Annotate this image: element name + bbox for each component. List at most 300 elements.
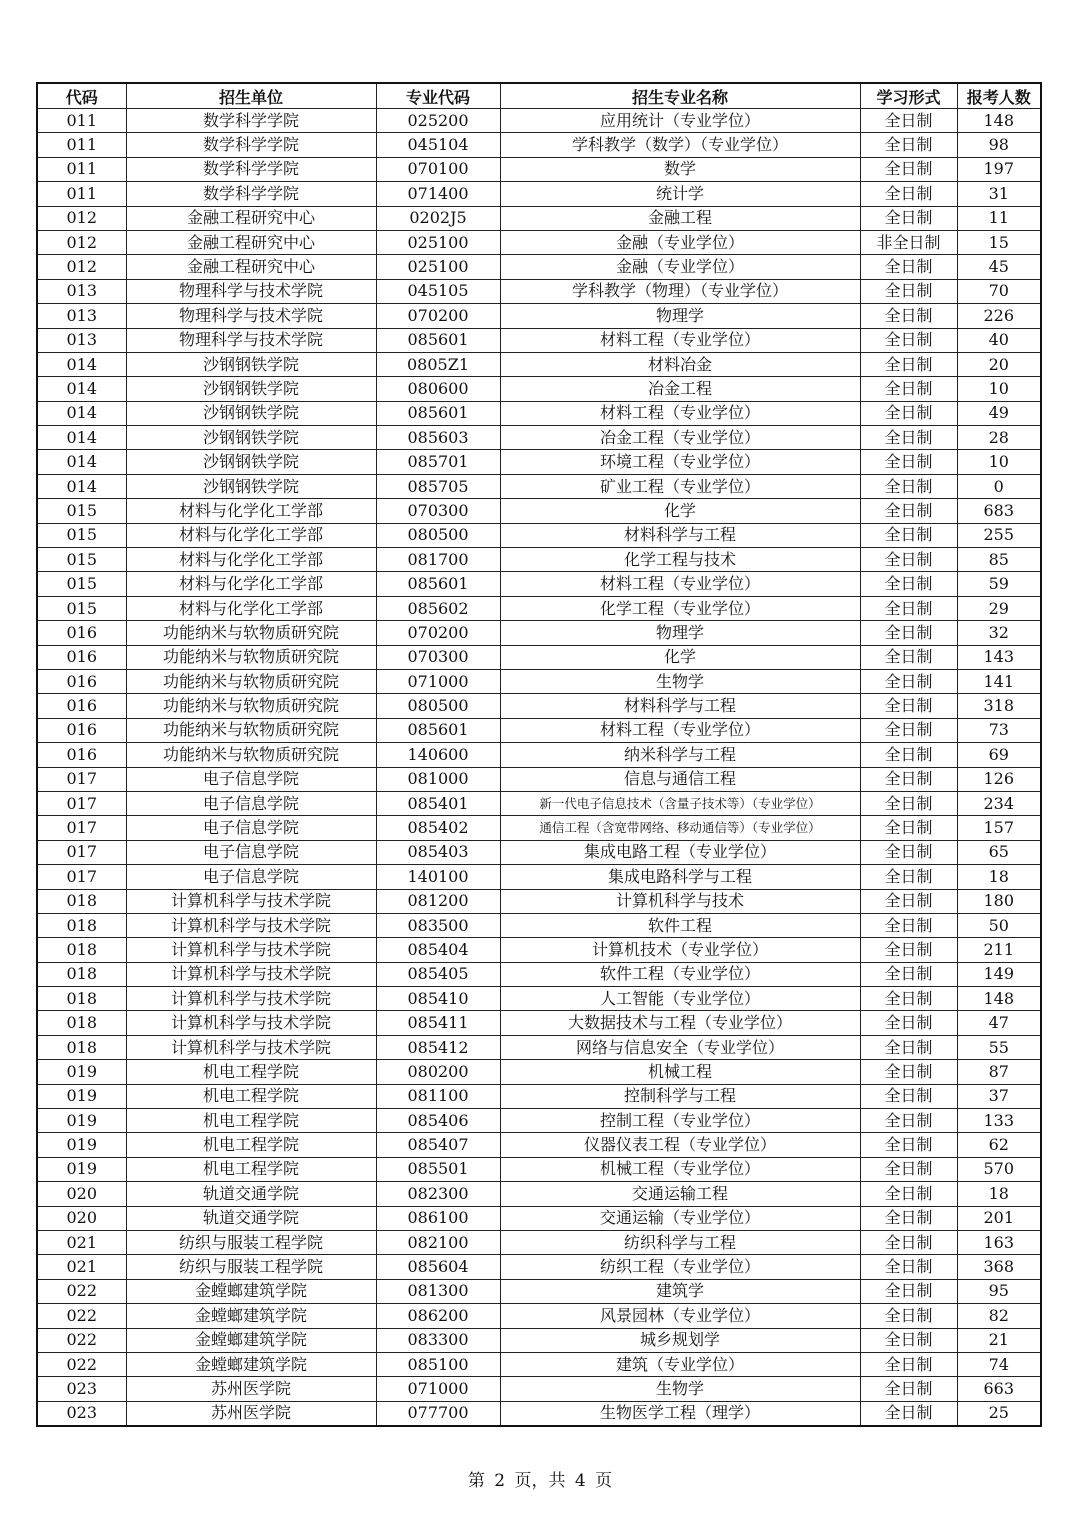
col-unit: 计算机科学与技术学院 xyxy=(126,913,376,937)
col-major-name: 学科教学（数学）（专业学位） xyxy=(500,133,860,157)
col-major-name: 数学 xyxy=(500,157,860,181)
col-major-code: 081700 xyxy=(376,548,500,572)
col-major-name: 物理学 xyxy=(500,621,860,645)
col-major-name: 金融（专业学位） xyxy=(500,255,860,279)
col-code: 012 xyxy=(37,206,126,230)
table-row xyxy=(37,1109,1041,1133)
col-unit: 计算机科学与技术学院 xyxy=(126,1011,376,1035)
col-code: 018 xyxy=(37,889,126,913)
table-row xyxy=(37,645,1041,669)
col-applicants: 65 xyxy=(957,840,1041,864)
col-unit: 物理科学与技术学院 xyxy=(126,279,376,303)
col-code: 017 xyxy=(37,791,126,815)
col-major-code: 085501 xyxy=(376,1157,500,1181)
col-code: 016 xyxy=(37,743,126,767)
col-major-name: 化学 xyxy=(500,645,860,669)
col-code: 023 xyxy=(37,1401,126,1426)
header-row xyxy=(37,83,1041,109)
col-major-code: 071400 xyxy=(376,182,500,206)
col-major-name: 集成电路工程（专业学位） xyxy=(500,840,860,864)
col-unit: 电子信息学院 xyxy=(126,767,376,791)
col-code: 015 xyxy=(37,596,126,620)
table-body xyxy=(37,109,1041,1427)
col-major-code: 071000 xyxy=(376,669,500,693)
col-code: 022 xyxy=(37,1328,126,1352)
header-col-code: 代码 xyxy=(37,83,126,109)
table-row xyxy=(37,109,1041,133)
col-code: 015 xyxy=(37,499,126,523)
col-major-name: 环境工程（专业学位） xyxy=(500,450,860,474)
col-code: 016 xyxy=(37,694,126,718)
col-major-code: 070300 xyxy=(376,645,500,669)
col-applicants: 29 xyxy=(957,596,1041,620)
col-unit: 材料与化学化工学部 xyxy=(126,548,376,572)
table-row xyxy=(37,1157,1041,1181)
table-row xyxy=(37,743,1041,767)
col-applicants: 10 xyxy=(957,377,1041,401)
table-row xyxy=(37,596,1041,620)
col-major-name: 仪器仪表工程（专业学位） xyxy=(500,1133,860,1157)
col-major-code: 080200 xyxy=(376,1060,500,1084)
col-major-code: 085602 xyxy=(376,596,500,620)
col-major-code: 085601 xyxy=(376,328,500,352)
col-major-name: 化学工程（专业学位） xyxy=(500,596,860,620)
col-code: 013 xyxy=(37,328,126,352)
col-code: 018 xyxy=(37,913,126,937)
col-code: 019 xyxy=(37,1060,126,1084)
col-code: 013 xyxy=(37,304,126,328)
col-unit: 物理科学与技术学院 xyxy=(126,304,376,328)
table-row xyxy=(37,621,1041,645)
col-applicants: 226 xyxy=(957,304,1041,328)
col-unit: 沙钢钢铁学院 xyxy=(126,450,376,474)
col-major-code: 140100 xyxy=(376,865,500,889)
col-major-name: 化学 xyxy=(500,499,860,523)
table-row xyxy=(37,1060,1041,1084)
col-code: 020 xyxy=(37,1182,126,1206)
col-applicants: 45 xyxy=(957,255,1041,279)
col-major-name: 金融（专业学位） xyxy=(500,230,860,254)
col-major-name: 生物学 xyxy=(500,1377,860,1401)
col-major-code: 081300 xyxy=(376,1279,500,1303)
table-row xyxy=(37,718,1041,742)
col-applicants: 211 xyxy=(957,938,1041,962)
table-row xyxy=(37,1206,1041,1230)
col-code: 013 xyxy=(37,279,126,303)
col-code: 022 xyxy=(37,1352,126,1376)
col-applicants: 47 xyxy=(957,1011,1041,1035)
col-study-mode: 全日制 xyxy=(860,1206,957,1230)
col-code: 014 xyxy=(37,426,126,450)
table-row xyxy=(37,1084,1041,1108)
table-header xyxy=(37,83,1041,109)
col-unit: 计算机科学与技术学院 xyxy=(126,962,376,986)
col-study-mode: 全日制 xyxy=(860,1352,957,1376)
col-major-name: 冶金工程 xyxy=(500,377,860,401)
col-unit: 机电工程学院 xyxy=(126,1109,376,1133)
col-major-code: 081000 xyxy=(376,767,500,791)
col-study-mode: 全日制 xyxy=(860,352,957,376)
col-applicants: 148 xyxy=(957,109,1041,133)
col-study-mode: 全日制 xyxy=(860,791,957,815)
table-row xyxy=(37,865,1041,889)
footer-total-suffix: 页 xyxy=(595,1471,613,1491)
table-row xyxy=(37,962,1041,986)
col-major-code: 085604 xyxy=(376,1255,500,1279)
col-major-code: 070200 xyxy=(376,304,500,328)
col-applicants: 50 xyxy=(957,913,1041,937)
col-major-code: 085406 xyxy=(376,1109,500,1133)
col-code: 021 xyxy=(37,1255,126,1279)
col-major-code: 085603 xyxy=(376,426,500,450)
col-major-name: 软件工程 xyxy=(500,913,860,937)
col-major-code: 025100 xyxy=(376,230,500,254)
col-applicants: 141 xyxy=(957,669,1041,693)
col-major-code: 085601 xyxy=(376,718,500,742)
col-code: 018 xyxy=(37,987,126,1011)
col-applicants: 149 xyxy=(957,962,1041,986)
col-applicants: 59 xyxy=(957,572,1041,596)
col-applicants: 32 xyxy=(957,621,1041,645)
table-row xyxy=(37,1035,1041,1059)
col-study-mode: 全日制 xyxy=(860,255,957,279)
col-applicants: 18 xyxy=(957,865,1041,889)
col-unit: 纺织与服装工程学院 xyxy=(126,1255,376,1279)
col-unit: 沙钢钢铁学院 xyxy=(126,426,376,450)
col-applicants: 70 xyxy=(957,279,1041,303)
col-study-mode: 全日制 xyxy=(860,523,957,547)
table-row xyxy=(37,572,1041,596)
col-study-mode: 全日制 xyxy=(860,328,957,352)
col-study-mode: 全日制 xyxy=(860,1109,957,1133)
col-major-code: 085100 xyxy=(376,1352,500,1376)
col-major-name: 控制科学与工程 xyxy=(500,1084,860,1108)
col-study-mode: 全日制 xyxy=(860,206,957,230)
col-unit: 材料与化学化工学部 xyxy=(126,596,376,620)
col-applicants: 255 xyxy=(957,523,1041,547)
col-major-name: 城乡规划学 xyxy=(500,1328,860,1352)
col-study-mode: 全日制 xyxy=(860,1133,957,1157)
col-unit: 功能纳米与软物质研究院 xyxy=(126,718,376,742)
col-study-mode: 全日制 xyxy=(860,304,957,328)
col-applicants: 143 xyxy=(957,645,1041,669)
footer-page-suffix: 页，共 xyxy=(514,1471,566,1491)
col-applicants: 570 xyxy=(957,1157,1041,1181)
col-code: 017 xyxy=(37,840,126,864)
col-study-mode: 全日制 xyxy=(860,1060,957,1084)
col-unit: 轨道交通学院 xyxy=(126,1206,376,1230)
table-row xyxy=(37,328,1041,352)
col-applicants: 157 xyxy=(957,816,1041,840)
table-row xyxy=(37,133,1041,157)
col-major-name: 材料科学与工程 xyxy=(500,523,860,547)
col-applicants: 197 xyxy=(957,157,1041,181)
table-row xyxy=(37,1377,1041,1401)
col-unit: 轨道交通学院 xyxy=(126,1182,376,1206)
col-major-code: 081100 xyxy=(376,1084,500,1108)
col-code: 017 xyxy=(37,767,126,791)
col-applicants: 234 xyxy=(957,791,1041,815)
col-study-mode: 全日制 xyxy=(860,1084,957,1108)
col-code: 014 xyxy=(37,401,126,425)
col-code: 018 xyxy=(37,962,126,986)
table-row xyxy=(37,426,1041,450)
col-code: 011 xyxy=(37,133,126,157)
col-major-name: 纺织科学与工程 xyxy=(500,1230,860,1254)
col-major-name: 化学工程与技术 xyxy=(500,548,860,572)
table-row xyxy=(37,767,1041,791)
col-major-name: 风景园林（专业学位） xyxy=(500,1304,860,1328)
col-study-mode: 全日制 xyxy=(860,133,957,157)
col-major-code: 082100 xyxy=(376,1230,500,1254)
col-major-code: 025100 xyxy=(376,255,500,279)
col-code: 019 xyxy=(37,1133,126,1157)
col-applicants: 95 xyxy=(957,1279,1041,1303)
col-major-name: 通信工程（含宽带网络、移动通信等）（专业学位） xyxy=(500,816,860,840)
table-row xyxy=(37,889,1041,913)
col-major-name: 计算机科学与技术 xyxy=(500,889,860,913)
header-col-major-name: 招生专业名称 xyxy=(500,83,860,109)
col-study-mode: 全日制 xyxy=(860,548,957,572)
col-code: 016 xyxy=(37,669,126,693)
col-code: 023 xyxy=(37,1377,126,1401)
col-applicants: 10 xyxy=(957,450,1041,474)
col-code: 022 xyxy=(37,1304,126,1328)
col-applicants: 85 xyxy=(957,548,1041,572)
table-row xyxy=(37,523,1041,547)
col-major-code: 082300 xyxy=(376,1182,500,1206)
table-row xyxy=(37,255,1041,279)
col-unit: 电子信息学院 xyxy=(126,791,376,815)
col-code: 016 xyxy=(37,621,126,645)
col-major-code: 085410 xyxy=(376,987,500,1011)
col-code: 019 xyxy=(37,1084,126,1108)
table-row xyxy=(37,913,1041,937)
col-study-mode: 全日制 xyxy=(860,767,957,791)
col-code: 014 xyxy=(37,377,126,401)
footer-prefix: 第 xyxy=(467,1471,485,1491)
col-major-name: 信息与通信工程 xyxy=(500,767,860,791)
col-major-code: 083300 xyxy=(376,1328,500,1352)
col-applicants: 15 xyxy=(957,230,1041,254)
col-applicants: 133 xyxy=(957,1109,1041,1133)
col-major-name: 学科教学（物理）（专业学位） xyxy=(500,279,860,303)
col-unit: 计算机科学与技术学院 xyxy=(126,889,376,913)
col-major-name: 机械工程 xyxy=(500,1060,860,1084)
col-unit: 沙钢钢铁学院 xyxy=(126,377,376,401)
col-unit: 数学科学学院 xyxy=(126,133,376,157)
col-applicants: 180 xyxy=(957,889,1041,913)
col-major-code: 077700 xyxy=(376,1401,500,1426)
col-major-name: 冶金工程（专业学位） xyxy=(500,426,860,450)
col-major-name: 大数据技术与工程（专业学位） xyxy=(500,1011,860,1035)
col-code: 019 xyxy=(37,1157,126,1181)
col-study-mode: 全日制 xyxy=(860,1279,957,1303)
col-applicants: 55 xyxy=(957,1035,1041,1059)
col-study-mode: 全日制 xyxy=(860,1011,957,1035)
header-col-applicants: 报考人数 xyxy=(957,83,1041,109)
col-unit: 沙钢钢铁学院 xyxy=(126,474,376,498)
col-study-mode: 全日制 xyxy=(860,889,957,913)
col-applicants: 21 xyxy=(957,1328,1041,1352)
table-row xyxy=(37,1133,1041,1157)
col-major-name: 纳米科学与工程 xyxy=(500,743,860,767)
table-row xyxy=(37,182,1041,206)
col-major-code: 025200 xyxy=(376,109,500,133)
col-applicants: 98 xyxy=(957,133,1041,157)
col-major-code: 085403 xyxy=(376,840,500,864)
col-applicants: 148 xyxy=(957,987,1041,1011)
col-applicants: 318 xyxy=(957,694,1041,718)
col-study-mode: 全日制 xyxy=(860,1182,957,1206)
col-study-mode: 全日制 xyxy=(860,157,957,181)
col-major-name: 纺织工程（专业学位） xyxy=(500,1255,860,1279)
col-unit: 金融工程研究中心 xyxy=(126,230,376,254)
col-applicants: 82 xyxy=(957,1304,1041,1328)
col-unit: 沙钢钢铁学院 xyxy=(126,401,376,425)
table-row xyxy=(37,304,1041,328)
col-code: 018 xyxy=(37,1035,126,1059)
col-applicants: 28 xyxy=(957,426,1041,450)
col-unit: 纺织与服装工程学院 xyxy=(126,1230,376,1254)
col-study-mode: 全日制 xyxy=(860,962,957,986)
table-row xyxy=(37,474,1041,498)
col-unit: 金融工程研究中心 xyxy=(126,206,376,230)
col-study-mode: 全日制 xyxy=(860,596,957,620)
table-row xyxy=(37,1401,1041,1426)
col-code: 011 xyxy=(37,109,126,133)
col-major-code: 085601 xyxy=(376,401,500,425)
col-code: 016 xyxy=(37,718,126,742)
col-code: 014 xyxy=(37,450,126,474)
col-major-code: 085407 xyxy=(376,1133,500,1157)
col-major-code: 045105 xyxy=(376,279,500,303)
col-major-name: 材料工程（专业学位） xyxy=(500,718,860,742)
col-study-mode: 全日制 xyxy=(860,499,957,523)
col-applicants: 201 xyxy=(957,1206,1041,1230)
col-study-mode: 全日制 xyxy=(860,426,957,450)
col-major-code: 080500 xyxy=(376,694,500,718)
col-study-mode: 全日制 xyxy=(860,669,957,693)
col-major-name: 建筑（专业学位） xyxy=(500,1352,860,1376)
col-study-mode: 全日制 xyxy=(860,1255,957,1279)
col-study-mode: 全日制 xyxy=(860,840,957,864)
table-row xyxy=(37,157,1041,181)
col-major-code: 070200 xyxy=(376,621,500,645)
col-unit: 电子信息学院 xyxy=(126,840,376,864)
col-unit: 机电工程学院 xyxy=(126,1157,376,1181)
col-code: 018 xyxy=(37,1011,126,1035)
col-study-mode: 全日制 xyxy=(860,718,957,742)
col-major-name: 生物学 xyxy=(500,669,860,693)
col-applicants: 74 xyxy=(957,1352,1041,1376)
col-major-name: 材料工程（专业学位） xyxy=(500,401,860,425)
col-code: 015 xyxy=(37,523,126,547)
col-major-code: 086200 xyxy=(376,1304,500,1328)
col-unit: 功能纳米与软物质研究院 xyxy=(126,743,376,767)
col-major-code: 085701 xyxy=(376,450,500,474)
col-unit: 机电工程学院 xyxy=(126,1084,376,1108)
table-row xyxy=(37,206,1041,230)
col-applicants: 73 xyxy=(957,718,1041,742)
col-major-code: 140600 xyxy=(376,743,500,767)
table-row xyxy=(37,938,1041,962)
col-unit: 材料与化学化工学部 xyxy=(126,499,376,523)
col-major-name: 建筑学 xyxy=(500,1279,860,1303)
col-unit: 电子信息学院 xyxy=(126,865,376,889)
table-row xyxy=(37,1328,1041,1352)
col-study-mode: 全日制 xyxy=(860,816,957,840)
col-unit: 计算机科学与技术学院 xyxy=(126,987,376,1011)
col-applicants: 49 xyxy=(957,401,1041,425)
col-major-code: 070300 xyxy=(376,499,500,523)
col-code: 014 xyxy=(37,352,126,376)
col-study-mode: 全日制 xyxy=(860,1035,957,1059)
col-unit: 苏州医学院 xyxy=(126,1377,376,1401)
col-code: 019 xyxy=(37,1109,126,1133)
col-major-name: 交通运输（专业学位） xyxy=(500,1206,860,1230)
col-unit: 计算机科学与技术学院 xyxy=(126,1035,376,1059)
col-major-name: 材料科学与工程 xyxy=(500,694,860,718)
table-row xyxy=(37,1230,1041,1254)
col-code: 017 xyxy=(37,865,126,889)
table-row xyxy=(37,816,1041,840)
table-row xyxy=(37,401,1041,425)
col-major-name: 控制工程（专业学位） xyxy=(500,1109,860,1133)
col-major-code: 081200 xyxy=(376,889,500,913)
col-major-code: 045104 xyxy=(376,133,500,157)
table-row xyxy=(37,548,1041,572)
table-row xyxy=(37,1304,1041,1328)
col-code: 017 xyxy=(37,816,126,840)
table-row xyxy=(37,1279,1041,1303)
col-code: 015 xyxy=(37,572,126,596)
col-study-mode: 全日制 xyxy=(860,1377,957,1401)
table-row xyxy=(37,1182,1041,1206)
col-study-mode: 全日制 xyxy=(860,694,957,718)
col-major-code: 085404 xyxy=(376,938,500,962)
col-applicants: 126 xyxy=(957,767,1041,791)
col-applicants: 663 xyxy=(957,1377,1041,1401)
col-major-code: 070100 xyxy=(376,157,500,181)
document-page xyxy=(36,82,1040,1427)
col-unit: 沙钢钢铁学院 xyxy=(126,352,376,376)
col-major-code: 085402 xyxy=(376,816,500,840)
col-applicants: 87 xyxy=(957,1060,1041,1084)
table-row xyxy=(37,1255,1041,1279)
col-major-code: 080500 xyxy=(376,523,500,547)
col-major-name: 交通运输工程 xyxy=(500,1182,860,1206)
page-footer xyxy=(0,1466,1080,1491)
col-study-mode: 全日制 xyxy=(860,279,957,303)
col-applicants: 31 xyxy=(957,182,1041,206)
col-unit: 数学科学学院 xyxy=(126,109,376,133)
table-row xyxy=(37,230,1041,254)
col-major-name: 人工智能（专业学位） xyxy=(500,987,860,1011)
col-study-mode: 全日制 xyxy=(860,621,957,645)
col-applicants: 11 xyxy=(957,206,1041,230)
col-study-mode: 非全日制 xyxy=(860,230,957,254)
col-study-mode: 全日制 xyxy=(860,913,957,937)
col-unit: 功能纳米与软物质研究院 xyxy=(126,694,376,718)
col-major-name: 统计学 xyxy=(500,182,860,206)
col-major-name: 软件工程（专业学位） xyxy=(500,962,860,986)
col-applicants: 163 xyxy=(957,1230,1041,1254)
col-unit: 功能纳米与软物质研究院 xyxy=(126,669,376,693)
col-code: 016 xyxy=(37,645,126,669)
col-major-code: 085405 xyxy=(376,962,500,986)
col-unit: 数学科学学院 xyxy=(126,157,376,181)
